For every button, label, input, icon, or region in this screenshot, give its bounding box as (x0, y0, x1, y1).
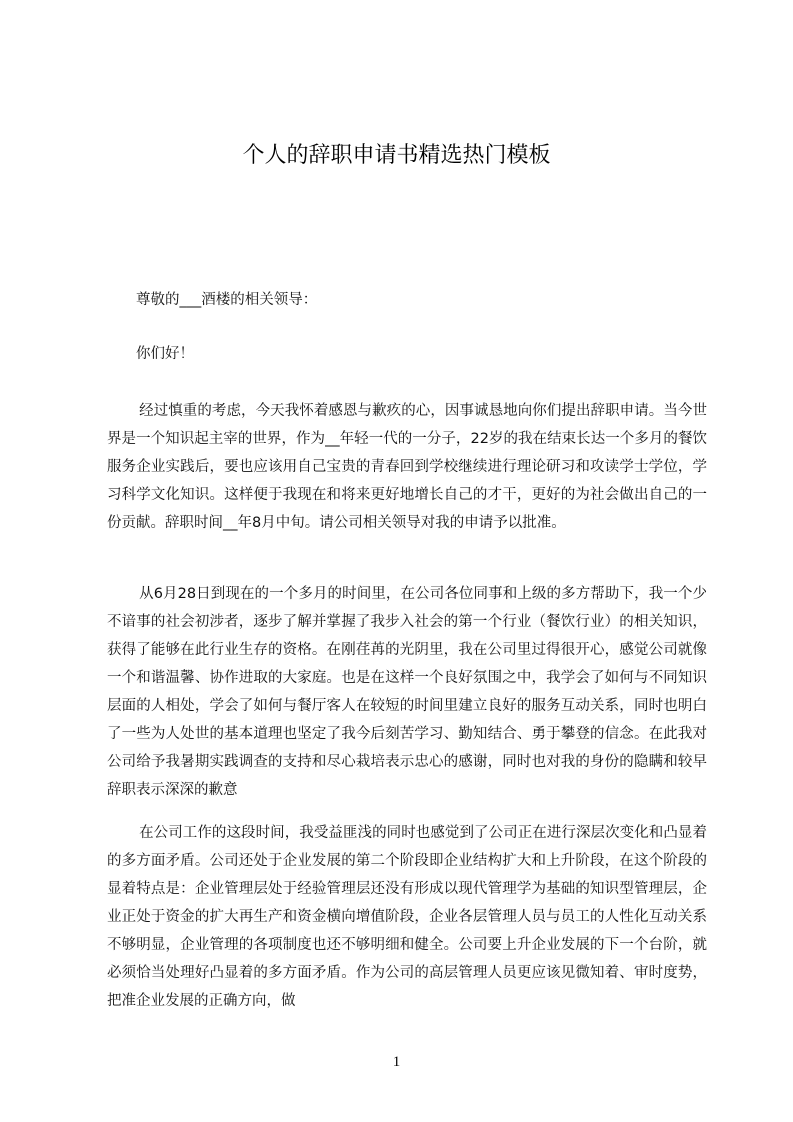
salutation: 尊敬的___酒楼的相关领导： (136, 292, 318, 308)
paragraph-3-text: 在公司工作的这段时间，我受益匪浅的同时也感觉到了公司正在进行深层次变化和凸显着的多方面矛盾。公司还处于企业发展的第二个阶段即企业结构扩大和上升阶段，在这个阶段的显着特点是：企业管理层处于经验管理层还没有形成以现代管理学为基础的知识型管理层，企业正处于资金的扩大再生产和资金横向增值阶段，企业各层管理人员与员工的人性化互动关系不够明显，企业管理的各项制度也还不够明细和健全。公司要上升企业发展的下一个台阶，就必须恰当处理好凸显着的多方面矛盾。作为公司的高层管理人员更应该见微知着、审时度势，把准企业发展的正确方向，做 (107, 825, 707, 1009)
paragraph-1 (107, 397, 707, 537)
greeting: 你们好！ (136, 346, 194, 362)
document-title: 个人的辞职申请书精选热门模板 (242, 143, 551, 168)
paragraph-1-text: 经过慎重的考虑，今天我怀着感恩与歉疚的心，因事诚恳地向你们提出辞职申请。当今世界是一个知识起主宰的世界，作为__年轻一代的一分子，22岁的我在结束长达一个多月的餐饮服务企业实践后，要也应该用自己宝贵的青春回到学校继续进行理论研习和攻读学士学位，学习科学文化知识。这样便于我现在和将来更好地增长自己的才干，更好的为社会做出自己的一份贡献。辞职时间__年8月中旬。请公司相关领导对我的申请予以批准。 (107, 403, 707, 531)
page-number: 1 (392, 1054, 401, 1070)
paragraph-2 (107, 580, 707, 804)
paragraph-3 (107, 819, 707, 1015)
paragraph-2-text: 从6月28日到现在的一个多月的时间里，在公司各位同事和上级的多方帮助下，我一个少不谙事的社会初涉者，逐步了解并掌握了我步入社会的第一个行业（餐饮行业）的相关知识，获得了能够在此行业生存的资格。在刚荏苒的光阴里，我在公司里过得很开心，感觉公司就像一个和谐温馨、协作进取的大家庭。也是在这样一个良好氛围之中，我学会了如何与不同知识层面的人相处，学会了如何与餐厅客人在较短的时间里建立良好的服务互动关系，同时也明白了一些为人处世的基本道理也坚定了我今后刻苦学习、勤知结合、勇于攀登的信念。在此我对公司给予我暑期实践调查的支持和尽心栽培表示忠心的感谢，同时也对我的身份的隐瞒和较早辞职表示深深的歉意 (107, 586, 707, 798)
